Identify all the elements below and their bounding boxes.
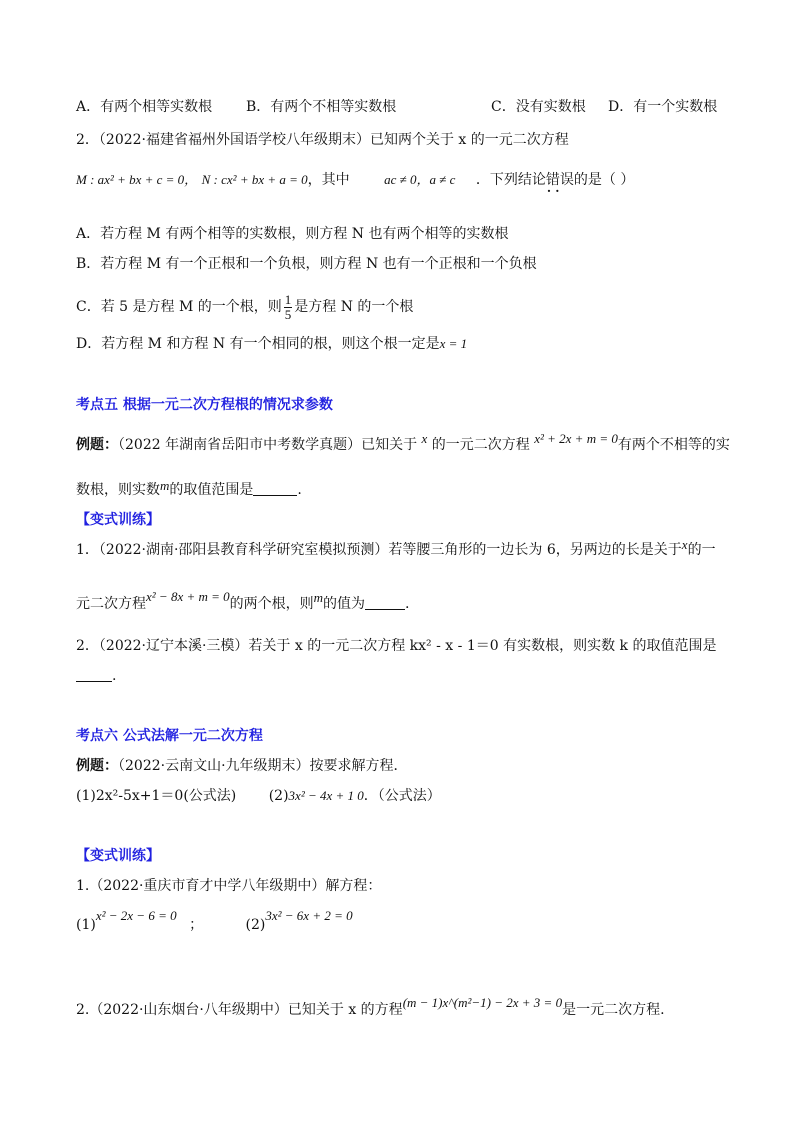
section6-example-equations: [76, 786, 730, 806]
section6-p1-separator: ；: [189, 917, 204, 933]
section6-example-label: 例题：: [76, 758, 118, 774]
section5-example-pre: （2022 年湖南省岳阳市中考数学真题）已知关于: [118, 437, 418, 453]
section5-p1-line2-mid: 的两个根，则: [229, 596, 314, 612]
section5-example-post: 有两个不相等的实: [617, 437, 730, 453]
q2-equation-m: M : ax² + bx + c = 0，: [76, 172, 198, 187]
section6-equation-2: 3x² − 4x + 1 0: [288, 788, 364, 803]
section6-p2-pre: 2.（2022·山东烟台·八年级期中）已知关于 x 的方程: [76, 1002, 403, 1018]
fraction-denominator: 5: [284, 306, 292, 322]
q2-condition: ac ≠ 0，a ≠ c: [384, 172, 456, 187]
q2-equations: [76, 170, 730, 190]
section5-p1-line2-pre: 元二次方程: [76, 596, 146, 612]
section6-equation-1: (1)2x²-5x+1＝0(公式法): [76, 788, 237, 804]
section5-example: [76, 431, 730, 455]
section6-equation-2-post: ．（公式法）: [363, 788, 441, 804]
section5-example-line2-pre: 数根，则实数: [76, 482, 160, 498]
section6-practice-1-equations: [76, 908, 730, 938]
q2-equation-n: N : cx² + bx + a = 0: [201, 172, 308, 187]
section5-p1-line2-post: 的值为: [323, 596, 366, 612]
q2-option-c-post: 是方程 N 的一个根: [294, 299, 414, 315]
q1-option-c: C．没有实数根: [491, 99, 586, 115]
section5-p1-line2-equation: x² − 8x + m = 0: [146, 589, 230, 604]
q2-tail-post: 的是（ ）: [573, 172, 635, 188]
section5-p1-pre: 1．（2022·湖南·邵阳县教育科学研究室模拟预测）若等腰三角形的一边长为 6，另两边的长是关于: [76, 542, 682, 558]
answer-blank[interactable]: [365, 595, 405, 610]
section6-p1-eq1-label: (1): [76, 917, 96, 933]
section5-example-equation: x² + 2x + m = 0: [534, 431, 618, 446]
answer-blank[interactable]: [253, 481, 297, 496]
section6-example-text: （2022·云南文山·九年级期末）按要求解方程．: [118, 758, 408, 774]
q2-option-d: [76, 334, 730, 354]
section6-title: 考点六 公式法解一元二次方程: [76, 728, 263, 744]
fraction-one-fifth: [284, 293, 293, 322]
q2-intro: 2．（2022·福建省福州外国语学校八年级期末）已知两个关于 x 的一元二次方程: [76, 132, 569, 148]
q1-option-a: A．有两个相等实数根: [76, 99, 213, 115]
fraction-numerator: 1: [284, 291, 292, 307]
section6-example: [76, 756, 730, 776]
section5-p1-var: x: [681, 537, 688, 552]
section6-p1-eq2-label: (2): [245, 917, 266, 933]
section5-p1-post: 的一: [687, 542, 716, 558]
section5-example-label: 例题：: [76, 437, 118, 453]
section5-practice-1: [76, 537, 730, 560]
section6-practice-2: [76, 995, 730, 1020]
q2-option-b: B．若方程 M 有一个正根和一个负根，则方程 N 也有一个正根和一个负根: [76, 256, 537, 272]
q2-where: ，其中: [307, 172, 350, 188]
section5-example-var: x: [421, 431, 428, 446]
q2-option-c: [76, 290, 730, 324]
section5-practice-1-line2: 元二次方程x² − 8x + m = 0的两个根，则m的值为 .: [76, 589, 410, 612]
q2-option-d-equation: x = 1: [439, 336, 468, 351]
q2-option-d-pre: D．若方程 M 和方程 N 有一个相同的根，则这个根一定是: [76, 336, 440, 352]
section5-practice-label: 【变式训练】: [76, 512, 160, 528]
section5-practice-2-line2: .: [76, 666, 730, 686]
section6-equation-2-label: (2): [268, 788, 289, 804]
section6-p1-eq1: x² − 2x − 6 = 0: [95, 908, 177, 923]
section5-example-line2: 数根，则实数m的取值范围是 .: [76, 478, 302, 498]
q2-tail-emphasis: 错误 · ·: [546, 170, 574, 190]
section6-p2-equation: (m − 1)x^(m²−1) − 2x + 3 = 0: [402, 995, 563, 1010]
section5-p1-line2-var: m: [313, 590, 324, 605]
section5-example-line2-var: m: [160, 478, 170, 493]
q2-option-a: A．若方程 M 有两个相等的实数根，则方程 N 也有两个相等的实数根: [76, 226, 509, 242]
q2-tail-pre: ．下列结论: [475, 172, 546, 188]
q1-option-b: B．有两个不相等实数根: [246, 99, 397, 115]
section5-example-line2-post: 的取值范围是: [169, 482, 254, 498]
section6-p1-eq2: 3x² − 6x + 2 = 0: [265, 908, 353, 923]
section5-example-mid: 的一元二次方程: [431, 437, 530, 453]
q1-option-d: D．有一个实数根: [608, 99, 718, 115]
q2-option-c-pre: C．若 5 是方程 M 的一个根，则: [76, 299, 282, 315]
section6-practice-label: 【变式训练】: [76, 848, 160, 864]
section5-title: 考点五 根据一元二次方程根的情况求参数: [76, 397, 333, 413]
section5-practice-2: 2．（2022·辽宁本溪·三模）若关于 x 的一元二次方程 kx² - x - 1＝0 有实数根，则实数 k 的取值范围是: [76, 638, 717, 654]
section6-p2-post: 是一元二次方程.: [562, 1002, 665, 1018]
section6-practice-1: 1.（2022·重庆市育才中学八年级期中）解方程：: [76, 878, 382, 894]
answer-blank[interactable]: [76, 667, 112, 682]
